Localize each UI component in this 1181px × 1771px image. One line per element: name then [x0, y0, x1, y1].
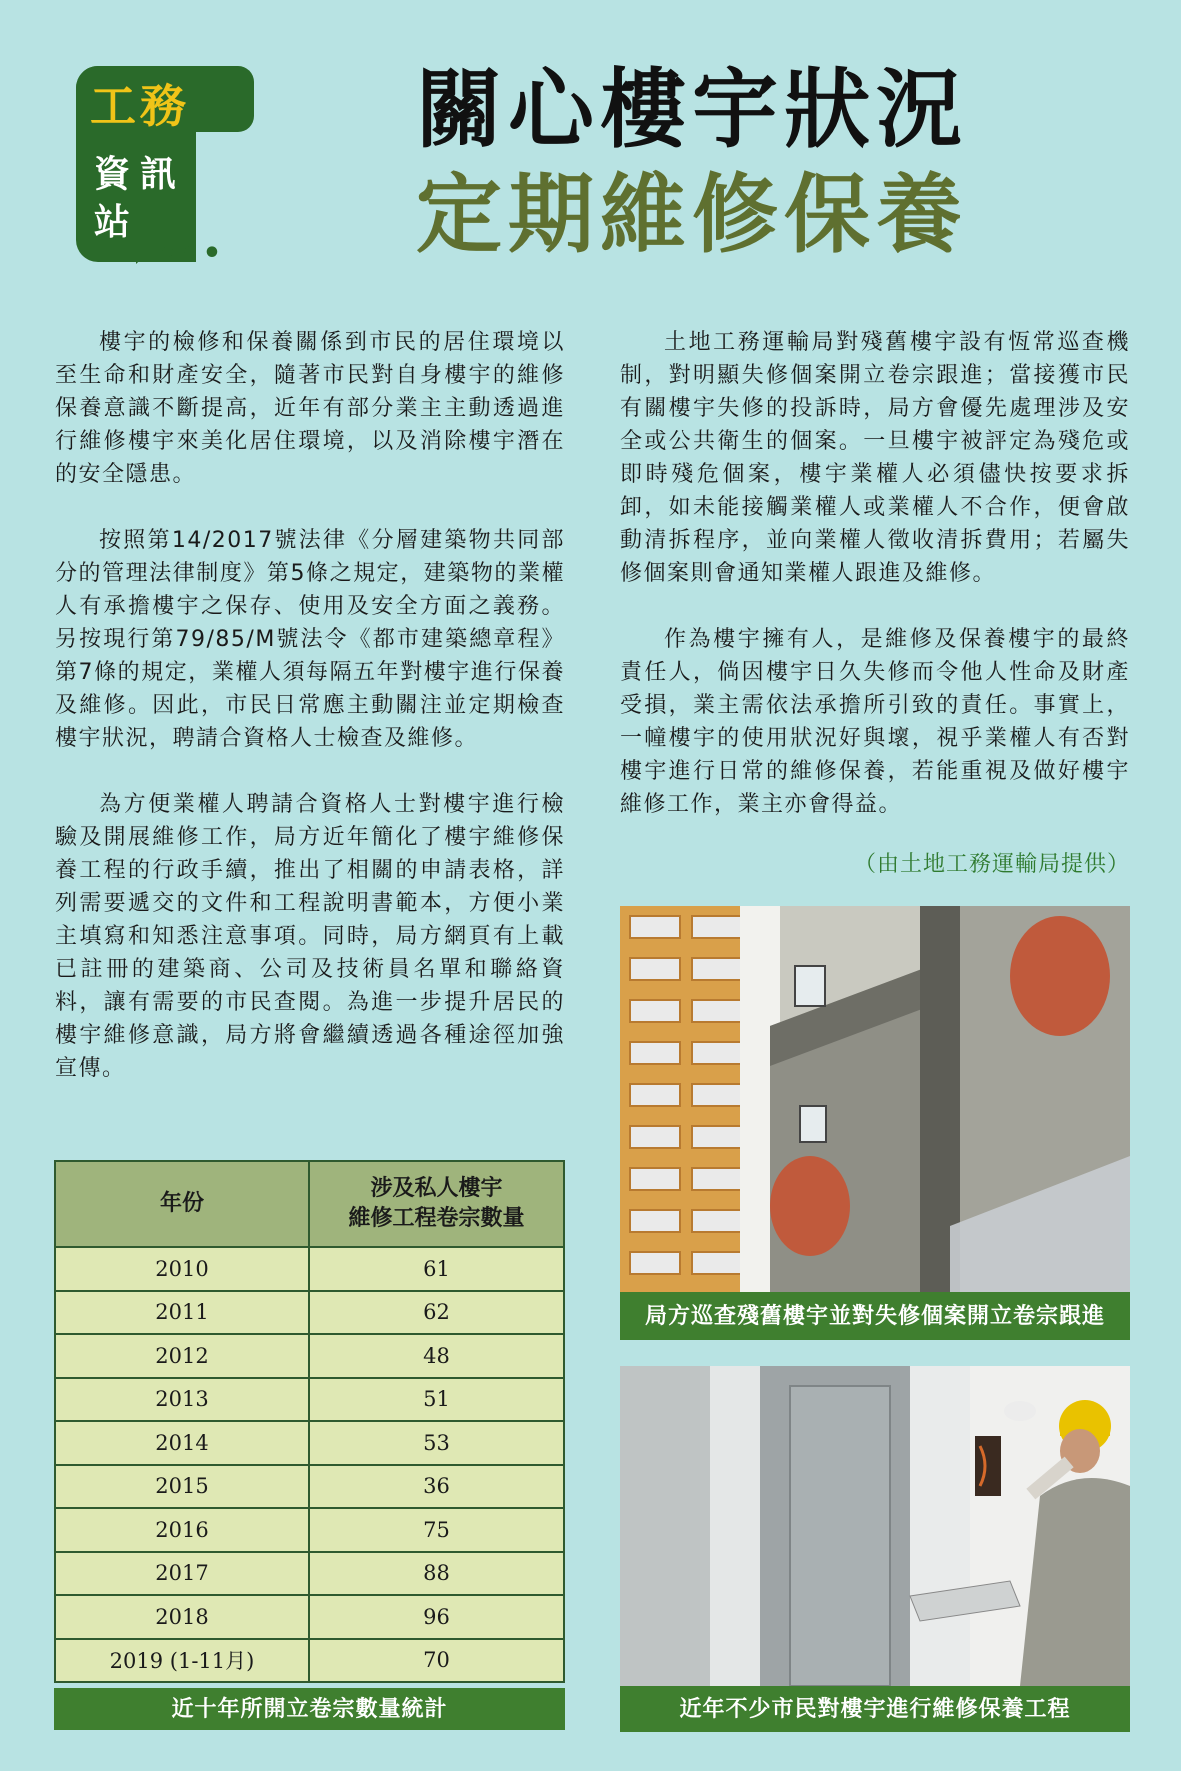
photo2-caption: 近年不少市民對樓宇進行維修保養工程 [620, 1686, 1130, 1732]
table-cell-year: 2018 [55, 1595, 309, 1639]
logo-badge [76, 66, 266, 271]
table-row [55, 1291, 564, 1335]
left-column [55, 326, 565, 1118]
case-count-table [54, 1160, 565, 1683]
right-paragraph-2: 作為樓宇擁有人，是維修及保養樓宇的最終責任人，倘因樓宇日久失修而令他人性命及財產受損，業主需依法承擔所引致的責任。事實上，一幢樓宇的使用狀況好與壞，視乎業權人有否對樓宇進行日常的維修保養，若能重視及做好樓宇維修工作，業主亦會得益。 [620, 627, 1130, 817]
table-header-year: 年份 [55, 1161, 309, 1247]
headline-line2: 定期維修保養 [416, 164, 968, 265]
table-row [55, 1465, 564, 1509]
headline [416, 60, 1016, 270]
logo-title: 工務 [90, 79, 190, 133]
old-building-illustration [620, 906, 1130, 1292]
maintenance-work-photo [620, 1366, 1130, 1686]
table-cell-count: 75 [309, 1508, 564, 1552]
table-cell-year: 2015 [55, 1465, 309, 1509]
table-header-count [309, 1161, 564, 1247]
table-header-count-line2: 維修工程卷宗數量 [348, 1206, 525, 1231]
table-caption: 近十年所開立卷宗數量統計 [54, 1688, 565, 1730]
table-cell-count: 70 [309, 1639, 564, 1683]
right-column [620, 326, 1130, 881]
right-paragraph-1: 土地工務運輸局對殘舊樓宇設有恆常巡查機制，對明顯失修個案開立卷宗跟進；當接獲市民有關樓宇失修的投訴時，局方會優先處理涉及安全或公共衛生的個案。一旦樓宇被評定為殘危或即時殘危個案，樓宇業權人必須儘快按要求拆卸，如未能接觸業權人或業權人不合作，便會啟動清拆程序，並向業權人徵收清拆費用；若屬失修個案則會通知業權人跟進及維修。 [620, 330, 1130, 586]
table-row [55, 1378, 564, 1422]
table-row [55, 1421, 564, 1465]
table-cell-year: 2013 [55, 1378, 309, 1422]
credit-line: （由土地工務運輸局提供） [853, 852, 1130, 877]
table-row [55, 1552, 564, 1596]
table-cell-count: 51 [309, 1378, 564, 1422]
table-cell-year: 2014 [55, 1421, 309, 1465]
table-row [55, 1595, 564, 1639]
left-paragraph-3: 為方便業權人聘請合資格人士對樓宇進行檢驗及開展維修工作，局方近年簡化了樓宇維修保養工程的行政手續，推出了相關的申請表格，詳列需要遞交的文件和工程說明書範本，方便小業主填寫和知悉注意事項。同時，局方網頁有上載已註冊的建築商、公司及技術員名單和聯絡資料，讓有需要的市民查閱。為進一步提升居民的樓宇維修意識，局方將會繼續透過各種途徑加強宣傳。 [55, 792, 565, 1081]
table-cell-count: 61 [309, 1247, 564, 1291]
table-cell-year: 2016 [55, 1508, 309, 1552]
table-row [55, 1334, 564, 1378]
table-header-count-line1: 涉及私人樓宇 [370, 1176, 503, 1201]
table-row [55, 1247, 564, 1291]
table-header-row [55, 1161, 564, 1247]
table-cell-year: 2010 [55, 1247, 309, 1291]
table-row [55, 1639, 564, 1683]
table-cell-count: 36 [309, 1465, 564, 1509]
photo1-caption: 局方巡查殘舊樓宇並對失修個案開立卷宗跟進 [620, 1292, 1130, 1340]
table-cell-count: 48 [309, 1334, 564, 1378]
logo-dots: ••• [158, 236, 225, 271]
table-cell-year: 2017 [55, 1552, 309, 1596]
table-cell-count: 62 [309, 1291, 564, 1335]
left-paragraph-2: 按照第14/2017號法律《分層建築物共同部分的管理法律制度》第5條之規定，建築物的業權人有承擔樓宇之保存、使用及安全方面之義務。另按現行第79/85/M號法令《都市建築總章程》第7條的規定，業權人須每隔五年對樓宇進行保養及維修。因此，市民日常應主動關注並定期檢查樓宇狀況，聘請合資格人士檢查及維修。 [55, 528, 565, 751]
table-cell-count: 53 [309, 1421, 564, 1465]
table-row [55, 1508, 564, 1552]
left-paragraph-1: 樓宇的檢修和保養關係到市民的居住環境以至生命和財產安全，隨著市民對自身樓宇的維修保養意識不斷提高，近年有部分業主主動透過進行維修樓宇來美化居住環境，以及消除樓宇潛在的安全隱患。 [55, 330, 565, 487]
logo-subtitle-line1: 資訊 [94, 154, 187, 195]
worker-illustration [620, 1366, 1130, 1686]
table-cell-year: 2019 (1-11月) [55, 1639, 309, 1683]
old-building-photo [620, 906, 1130, 1292]
table-cell-count: 96 [309, 1595, 564, 1639]
table-cell-count: 88 [309, 1552, 564, 1596]
headline-line1: 關心樓宇狀況 [416, 59, 968, 160]
table-cell-year: 2011 [55, 1291, 309, 1335]
logo-subtitle-line2: 站 [94, 202, 141, 243]
table-cell-year: 2012 [55, 1334, 309, 1378]
